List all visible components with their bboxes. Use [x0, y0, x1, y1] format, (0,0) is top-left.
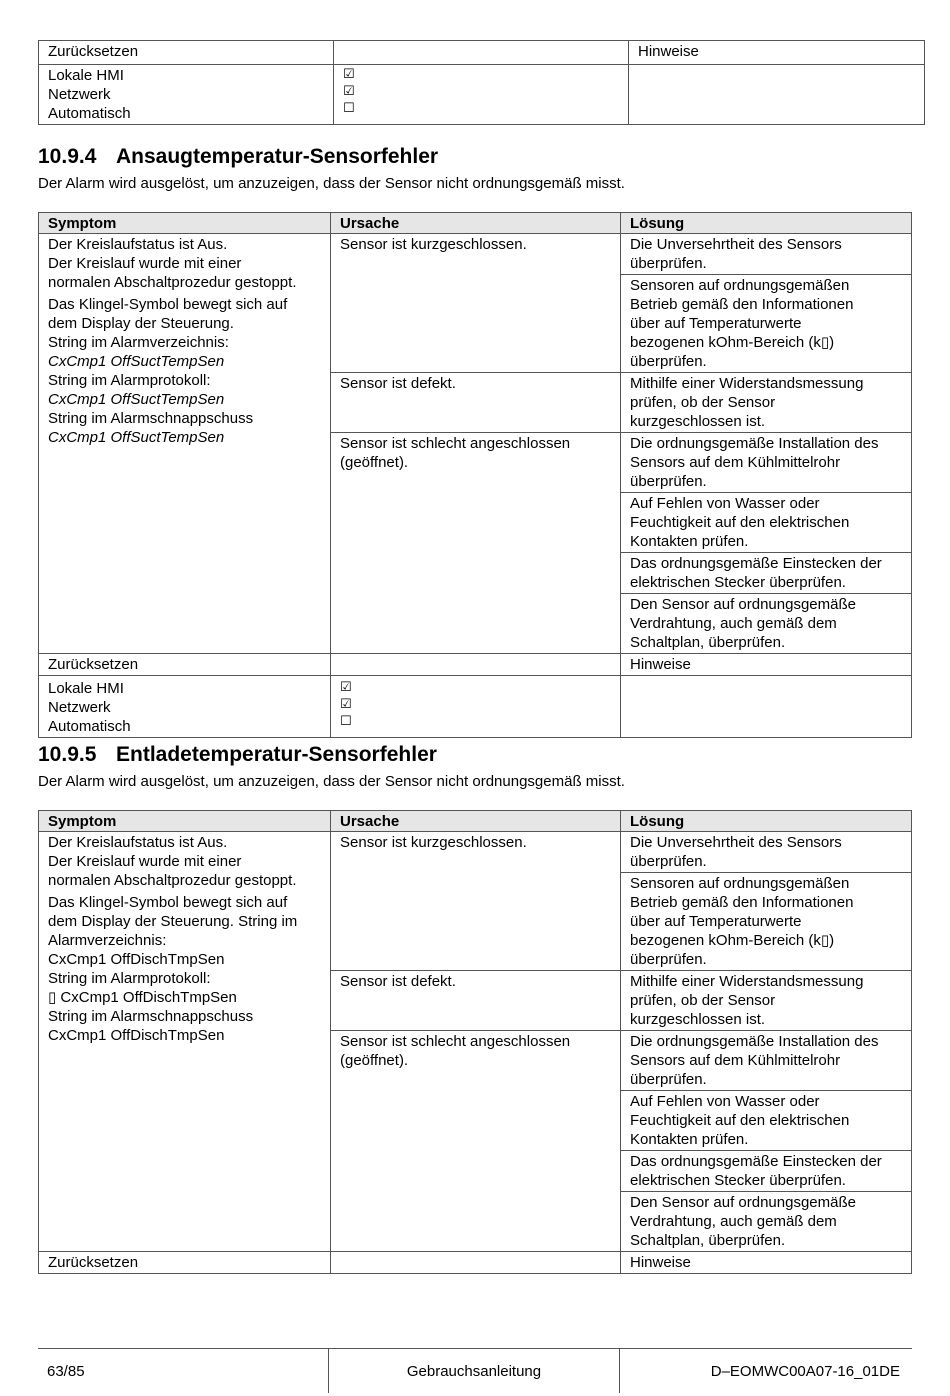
text-line: Sensors auf dem Kühlmittelrohr: [630, 454, 841, 471]
text-line: prüfen, ob der Sensor: [630, 992, 776, 1009]
text-line: Kontakten prüfen.: [630, 533, 749, 550]
section-number: 10.9.4: [38, 145, 97, 168]
text-line: Die Unversehrtheit des Sensors: [630, 834, 842, 851]
solution-cell: [621, 433, 912, 493]
alarm-string-snapshot: CxCmp1 OffDischTmpSen: [48, 1027, 225, 1044]
section-title: Ansaugtemperatur-Sensorfehler: [116, 145, 439, 168]
solution-cell: [621, 373, 912, 433]
header-symptom: Symptom: [39, 811, 331, 832]
text-line: elektrischen Stecker überprüfen.: [630, 1172, 846, 1189]
header-solution: Lösung: [621, 213, 912, 234]
text-line: Der Kreislaufstatus ist Aus.: [48, 834, 228, 851]
section-intro: Der Alarm wird ausgelöst, um anzuzeigen, dass der Sensor nicht ordnungsgemäß misst.: [38, 175, 625, 192]
solution-cell: [621, 234, 912, 275]
text-line: Verdrahtung, auch gemäß dem: [630, 1213, 837, 1230]
text-line: Der Kreislaufstatus ist Aus.: [48, 236, 228, 253]
text-line: Feuchtigkeit auf den elektrischen: [630, 514, 850, 531]
header-cause: Ursache: [331, 213, 621, 234]
text-line: Mithilfe einer Widerstandsmessung: [630, 973, 864, 990]
text-line: Feuchtigkeit auf den elektrischen: [630, 1112, 850, 1129]
alarm-string-list: CxCmp1 OffDischTmpSen: [48, 951, 225, 968]
text-line: Auf Fehlen von Wasser oder: [630, 1093, 820, 1110]
reset-row-automatic: Automatisch: [48, 718, 131, 735]
text-line: Das Klingel-Symbol bewegt sich auf: [48, 296, 288, 313]
text-line: Der Kreislauf wurde mit einer: [48, 255, 242, 272]
alarm-string-list: CxCmp1 OffSuctTempSen: [48, 353, 225, 370]
text-line: Sensoren auf ordnungsgemäßen: [630, 875, 850, 892]
text-line: Mithilfe einer Widerstandsmessung: [630, 375, 864, 392]
reset-label: Zurücksetzen: [39, 1252, 331, 1274]
text-line: normalen Abschaltprozedur gestoppt.: [48, 274, 297, 291]
text-line: überprüfen.: [630, 473, 707, 490]
text-line: normalen Abschaltprozedur gestoppt.: [48, 872, 297, 889]
solution-cell: [621, 1192, 912, 1252]
text-line: Alarmverzeichnis:: [48, 932, 167, 949]
header-solution: Lösung: [621, 811, 912, 832]
text-line: Das ordnungsgemäße Einstecken der: [630, 1153, 882, 1170]
section-heading-10-9-5: [38, 743, 437, 767]
text-line: Schaltplan, überprüfen.: [630, 634, 786, 651]
text-line: Das ordnungsgemäße Einstecken der: [630, 555, 882, 572]
text-line: kurzgeschlossen ist.: [630, 413, 766, 430]
text-line: überprüfen.: [630, 255, 707, 272]
text-line: Sensor ist schlecht angeschlossen: [340, 435, 571, 452]
reset-row-local-hmi: Lokale HMI: [48, 680, 124, 697]
text-line: Den Sensor auf ordnungsgemäße: [630, 1194, 856, 1211]
notes-label: Hinweise: [629, 41, 925, 65]
solution-cell: [621, 275, 912, 373]
cause-bad-connection: [331, 433, 621, 654]
page-number: 63/85: [38, 1349, 329, 1393]
section-intro: Der Alarm wird ausgelöst, um anzuzeigen, dass der Sensor nicht ordnungsgemäß misst.: [38, 773, 625, 790]
solution-cell: [621, 553, 912, 594]
text-line: elektrischen Stecker überprüfen.: [630, 574, 846, 591]
solution-cell: [621, 971, 912, 1031]
top-reset-table: [38, 40, 925, 125]
notes-label: Hinweise: [621, 1252, 912, 1274]
header-symptom: Symptom: [39, 213, 331, 234]
text-line: Betrieb gemäß den Informationen: [630, 894, 854, 911]
text-line: überprüfen.: [630, 1071, 707, 1088]
section-title: Entladetemperatur-Sensorfehler: [116, 743, 437, 766]
text-line: Das Klingel-Symbol bewegt sich auf: [48, 894, 288, 911]
text-line: Die ordnungsgemäße Installation des: [630, 1033, 879, 1050]
alarm-table-suction: [38, 212, 912, 738]
solution-cell: [621, 594, 912, 654]
cause-short-circuit: Sensor ist kurzgeschlossen.: [331, 234, 621, 373]
alarm-table-discharge: [38, 810, 912, 1274]
text-line: Auf Fehlen von Wasser oder: [630, 495, 820, 512]
reset-row-automatic: Automatisch: [48, 105, 131, 122]
notes-label: Hinweise: [621, 654, 912, 676]
solution-cell: [621, 1031, 912, 1091]
cause-bad-connection: [331, 1031, 621, 1252]
cause-short-circuit: Sensor ist kurzgeschlossen.: [331, 832, 621, 971]
checkbox-local-hmi: ☑: [340, 680, 352, 695]
solution-cell: [621, 1151, 912, 1192]
reset-row-network: Netzwerk: [48, 699, 111, 716]
header-cause: Ursache: [331, 811, 621, 832]
alarm-string-log: CxCmp1 OffSuctTempSen: [48, 391, 225, 408]
checkbox-network: ☑: [343, 84, 355, 99]
reset-label: Zurücksetzen: [39, 654, 331, 676]
text-line: dem Display der Steuerung.: [48, 315, 234, 332]
text-line: String im Alarmprotokoll:: [48, 372, 211, 389]
checkbox-automatic: ☐: [340, 714, 352, 729]
alarm-string-snapshot: CxCmp1 OffSuctTempSen: [48, 429, 225, 446]
text-line: Den Sensor auf ordnungsgemäße: [630, 596, 856, 613]
checkbox-local-hmi: ☑: [343, 67, 355, 82]
checkbox-network: ☑: [340, 697, 352, 712]
text-line: Der Kreislauf wurde mit einer: [48, 853, 242, 870]
text-line: überprüfen.: [630, 353, 707, 370]
section-heading-10-9-4: [38, 145, 438, 169]
text-line: Sensoren auf ordnungsgemäßen: [630, 277, 850, 294]
text-line: Sensors auf dem Kühlmittelrohr: [630, 1052, 841, 1069]
text-line: Schaltplan, überprüfen.: [630, 1232, 786, 1249]
checkbox-automatic: ☐: [343, 101, 355, 116]
solution-cell: [621, 493, 912, 553]
section-number: 10.9.5: [38, 743, 97, 766]
solution-cell: [621, 873, 912, 971]
solution-cell: [621, 1091, 912, 1151]
text-line: Die ordnungsgemäße Installation des: [630, 435, 879, 452]
cause-defect: Sensor ist defekt.: [331, 971, 621, 1031]
text-line: Die Unversehrtheit des Sensors: [630, 236, 842, 253]
reset-label: Zurücksetzen: [39, 41, 334, 65]
text-line: Betrieb gemäß den Informationen: [630, 296, 854, 313]
symptom-cell: [39, 234, 331, 654]
cause-defect: Sensor ist defekt.: [331, 373, 621, 433]
reset-row-local-hmi: Lokale HMI: [48, 67, 124, 84]
symptom-cell: [39, 832, 331, 1252]
document-id: D–EOMWC00A07-16_01DE: [710, 1363, 900, 1380]
text-line: bezogenen kOhm-Bereich (k▯): [630, 334, 835, 351]
text-line: Verdrahtung, auch gemäß dem: [630, 615, 837, 632]
text-line: Kontakten prüfen.: [630, 1131, 749, 1148]
text-line: dem Display der Steuerung. String im: [48, 913, 298, 930]
text-line: überprüfen.: [630, 951, 707, 968]
page-footer: [38, 1348, 912, 1393]
text-line: kurzgeschlossen ist.: [630, 1011, 766, 1028]
reset-row-network: Netzwerk: [48, 86, 111, 103]
text-line: über auf Temperaturwerte: [630, 913, 802, 930]
solution-cell: [621, 832, 912, 873]
text-line: (geöffnet).: [340, 1052, 409, 1069]
text-line: (geöffnet).: [340, 454, 409, 471]
alarm-string-log: ▯ CxCmp1 OffDischTmpSen: [48, 989, 237, 1006]
text-line: String im Alarmverzeichnis:: [48, 334, 229, 351]
text-line: Sensor ist schlecht angeschlossen: [340, 1033, 571, 1050]
text-line: String im Alarmschnappschuss: [48, 410, 254, 427]
text-line: String im Alarmschnappschuss: [48, 1008, 254, 1025]
text-line: bezogenen kOhm-Bereich (k▯): [630, 932, 835, 949]
text-line: überprüfen.: [630, 853, 707, 870]
text-line: prüfen, ob der Sensor: [630, 394, 776, 411]
text-line: String im Alarmprotokoll:: [48, 970, 211, 987]
text-line: über auf Temperaturwerte: [630, 315, 802, 332]
document-type: Gebrauchsanleitung: [329, 1349, 620, 1393]
